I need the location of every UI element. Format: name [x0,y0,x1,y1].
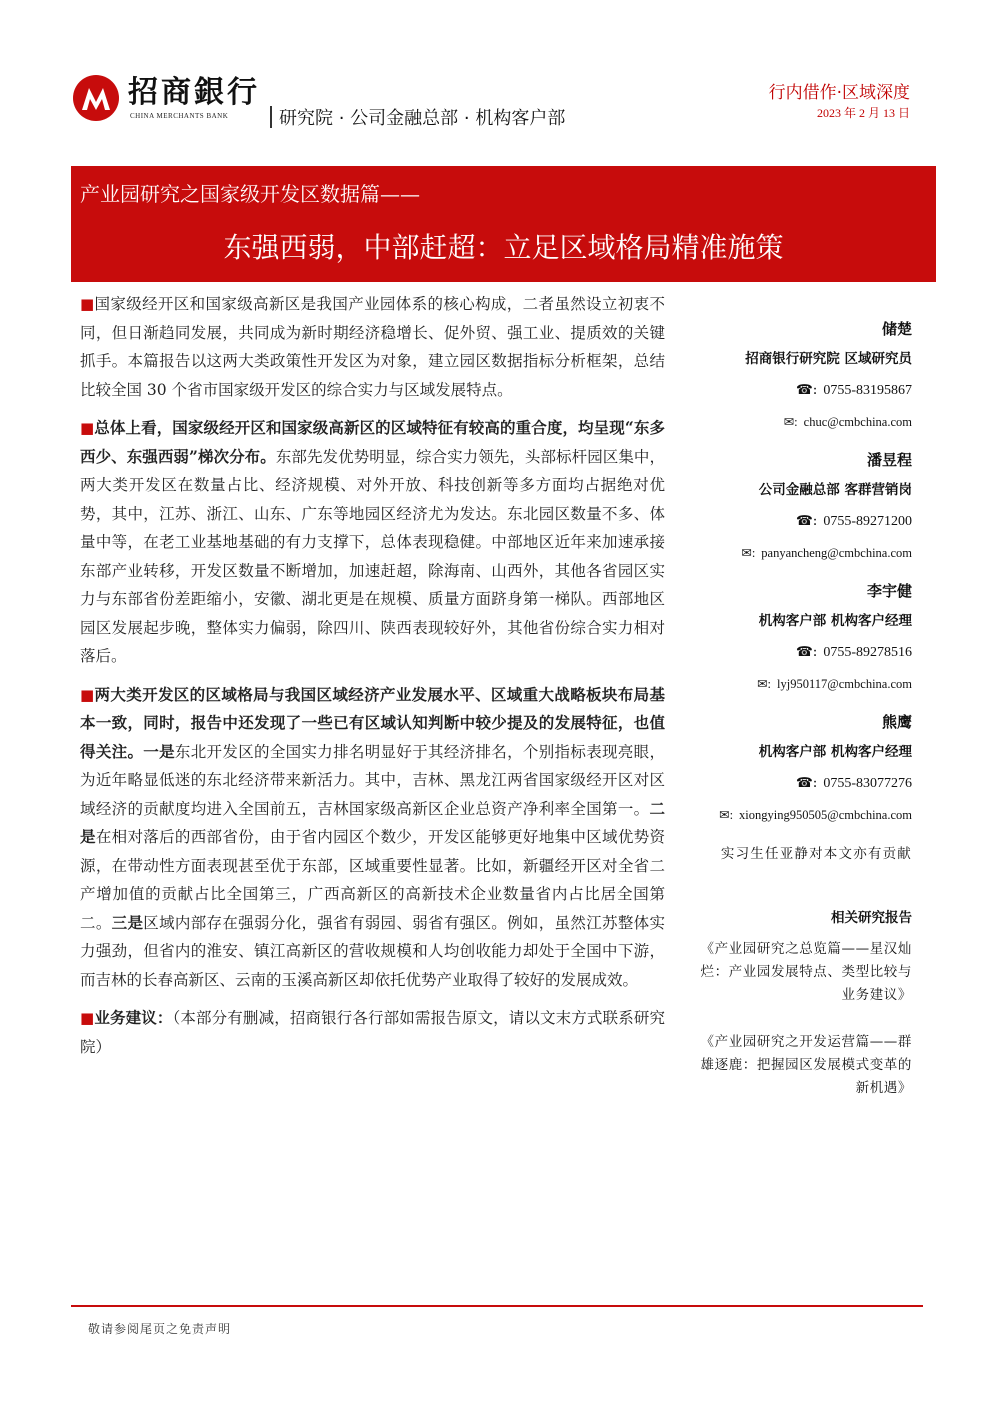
department-line: 研究院 · 公司金融总部 · 机构客户部 [279,108,566,129]
analyst-phone: ☎: 0755-83195867 [690,379,912,402]
analyst-card [690,449,912,564]
document-type: 行内借作·区域深度 [768,83,910,103]
analyst-org: 机构客户部 机构客户经理 [758,744,912,760]
analyst-card [690,711,912,826]
header-divider [270,106,272,128]
related-reports-title: 相关研究报告 [831,910,912,926]
analyst-org: 机构客户部 机构客户经理 [758,613,912,629]
phone-icon: ☎: [795,644,818,660]
bullet-square-icon: ■ [80,685,95,704]
analyst-name: 潘昱程 [866,451,912,469]
analyst-name: 储楚 [881,320,912,338]
analyst-card [690,318,912,433]
footer-divider [71,1305,923,1307]
analyst-phone: ☎: 0755-89278516 [690,641,912,664]
email-icon: ✉: [757,677,772,691]
bullet-square-icon: ■ [80,419,95,437]
analyst-email[interactable]: ✉: panyancheng@cmbchina.com [690,542,912,564]
document-date: 2023 年 2 月 13 日 [816,106,910,120]
disclaimer-note: 敬请参阅尾页之免责声明 [88,1322,232,1336]
paragraph-summary: ■国家级经开区和国家级高新区是我国产业园体系的核心构成，二者虽然设立初衷不同，但日渐趋同发展，共同成为新时期经济稳增长、促外贸、强工业、提质效的关键抓手。本篇报告以这两大类政策性开发区为对象，建立园区数据指标分析框架，总结比较全国 30 个省市国家级开发区的综合实力与区域发展特点。 [80,295,665,399]
related-report-item[interactable]: 《产业园研究之开发运营篇——群雄逐鹿：把握园区发展模式变革的新机遇》 [700,1034,912,1096]
related-report-item[interactable]: 《产业园研究之总览篇——星汉灿烂：产业园发展特点、类型比较与业务建议》 [700,941,912,1003]
analyst-card [690,580,912,695]
bullet-square-icon: ■ [80,1009,95,1027]
logo-wordmark-en: CHINA MERCHANTS BANK [130,112,229,120]
email-icon: ✉: [719,808,734,822]
email-icon: ✉: [783,415,798,429]
phone-icon: ☎: [795,382,818,398]
main-column [80,290,665,1071]
report-subtitle: 产业园研究之国家级开发区数据篇—— [80,182,420,206]
email-icon: ✉: [741,546,756,560]
analyst-name: 李宇健 [866,582,912,600]
analyst-org: 招商银行研究院 区域研究员 [745,351,912,367]
logo-wordmark-cn: 招商銀行 [128,75,260,110]
analyst-email[interactable]: ✉: chuc@cmbchina.com [690,411,912,433]
paragraph-regional-pattern: ■两大类开发区的区域格局与我国区域经济产业发展水平、区域重大战略板块布局基本一致，同时，报告中还发现了一些已有区域认知判断中较少提及的发展特征，也值得关注。一是东北开发区的全国实力排名明显好于其经济排名，个别指标表现亮眼，为近年略显低迷的东北经济带来新活力。其中，吉林、黑龙江两省国家级经开区对区域经济的贡献度均进入全国前五，吉林国家级高新区企业总资产净利率全国第一。二是在相对落后的西部省份，由于省内园区个数少，开发区能够更好地集中区域优势资源，在带动性方面表现甚至优于东部，区域重要性显著。比如，新疆经开区对全省二产增加值的贡献占比全国第三，广西高新区的高新技术企业数量省内占比居全国第二。三是区域内部存在强弱分化，强省有弱园、弱省有强区。例如，虽然江苏整体实力强劲，但省内的淮安、镇江高新区的营收规模和人均创收能力却处于全国中下游，而吉林的长春高新区、云南的玉溪高新区却依托优势产业取得了较好的发展成效。 [80,684,665,989]
analyst-name: 熊鹰 [881,713,912,731]
side-column [690,318,912,1100]
bank-logo-icon [72,74,120,122]
analyst-phone: ☎: 0755-83077276 [690,772,912,795]
bullet-square-icon: ■ [80,295,95,313]
phone-icon: ☎: [795,775,818,791]
analyst-email[interactable]: ✉: lyj950117@cmbchina.com [690,673,912,695]
paragraph-overall: ■总体上看，国家级经开区和国家级高新区的区域特征有较高的重合度，均呈现“东多西少、东强西弱”梯次分布。东部先发优势明显，综合实力领先，头部标杆园区集中，两大类开发区在数量占比、经济规模、对外开放、科技创新等多方面均占据绝对优势，其中，江苏、浙江、山东、广东等地园区经济尤为发达。东北园区数量不多、体量中等，在老工业基地基础的有力支撑下，总体表现稳健。中部地区近年来加速承接东部产业转移，开发区数量不断增加，加速赶超，除海南、山西外，其他各省园区实力与东部省份差距缩小，安徽、湖北更是在规模、质量方面跻身第一梯队。西部地区园区发展起步晚，整体实力偏弱，除四川、陕西表现较好外，其他省份综合实力相对落后。 [80,418,665,665]
paragraph-business-advice: ■业务建议：（本部分有删减，招商银行各行部如需报告原文，请以文末方式联系研究院） [80,1008,665,1056]
phone-icon: ☎: [795,513,818,529]
report-title: 东强西弱，中部赶超：立足区域格局精准施策 [223,231,784,264]
analyst-org: 公司金融总部 客群营销岗 [758,482,912,498]
analyst-email[interactable]: ✉: xiongying950505@cmbchina.com [690,804,912,826]
intern-note: 实习生任亚静对本文亦有贡献 [720,846,912,862]
analyst-phone: ☎: 0755-89271200 [690,510,912,533]
